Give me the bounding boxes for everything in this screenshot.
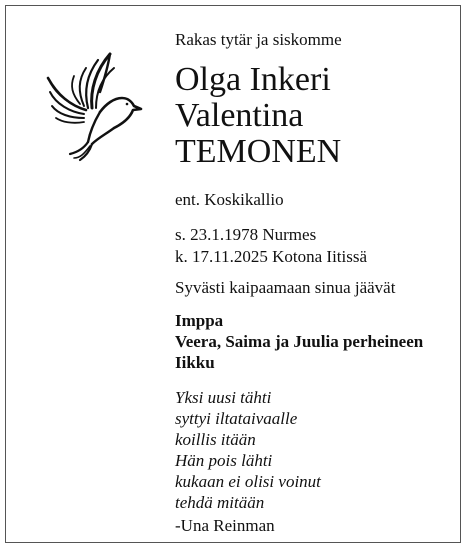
poem-author: -Una Reinman: [175, 516, 275, 535]
mourning-text: Syvästi kaipaamaan sinua jäävät: [175, 278, 396, 297]
name-line-2: Valentina: [175, 97, 304, 134]
poem-line: koillis itään: [175, 430, 256, 449]
intro-line: Rakas tytär ja siskomme: [175, 30, 342, 49]
poem-line: syttyi iltataivaalle: [175, 409, 298, 428]
family-member: Imppa: [175, 311, 224, 330]
birth-date: s. 23.1.1978 Nurmes: [175, 225, 317, 244]
poem-line: Yksi uusi tähti: [175, 388, 272, 407]
poem-line: kukaan ei olisi voinut: [175, 472, 321, 491]
life-dates: [175, 224, 455, 268]
poem-line: tehdä mitään: [175, 493, 265, 512]
name-line-1: Olga Inkeri: [175, 61, 331, 98]
family-list: [175, 310, 455, 373]
dove-icon: [44, 46, 144, 166]
death-date: k. 17.11.2025 Kotona Iitissä: [175, 247, 368, 266]
former-name: ent. Koskikallio: [175, 190, 284, 209]
surname-line: TEMONEN: [175, 133, 342, 170]
deceased-name: [175, 62, 455, 170]
family-member: Iikku: [175, 353, 215, 372]
poem: [175, 387, 455, 513]
poem-line: Hän pois lähti: [175, 451, 273, 470]
notice-text: [175, 30, 455, 536]
family-member: Veera, Saima ja Juulia perheineen: [175, 332, 424, 351]
